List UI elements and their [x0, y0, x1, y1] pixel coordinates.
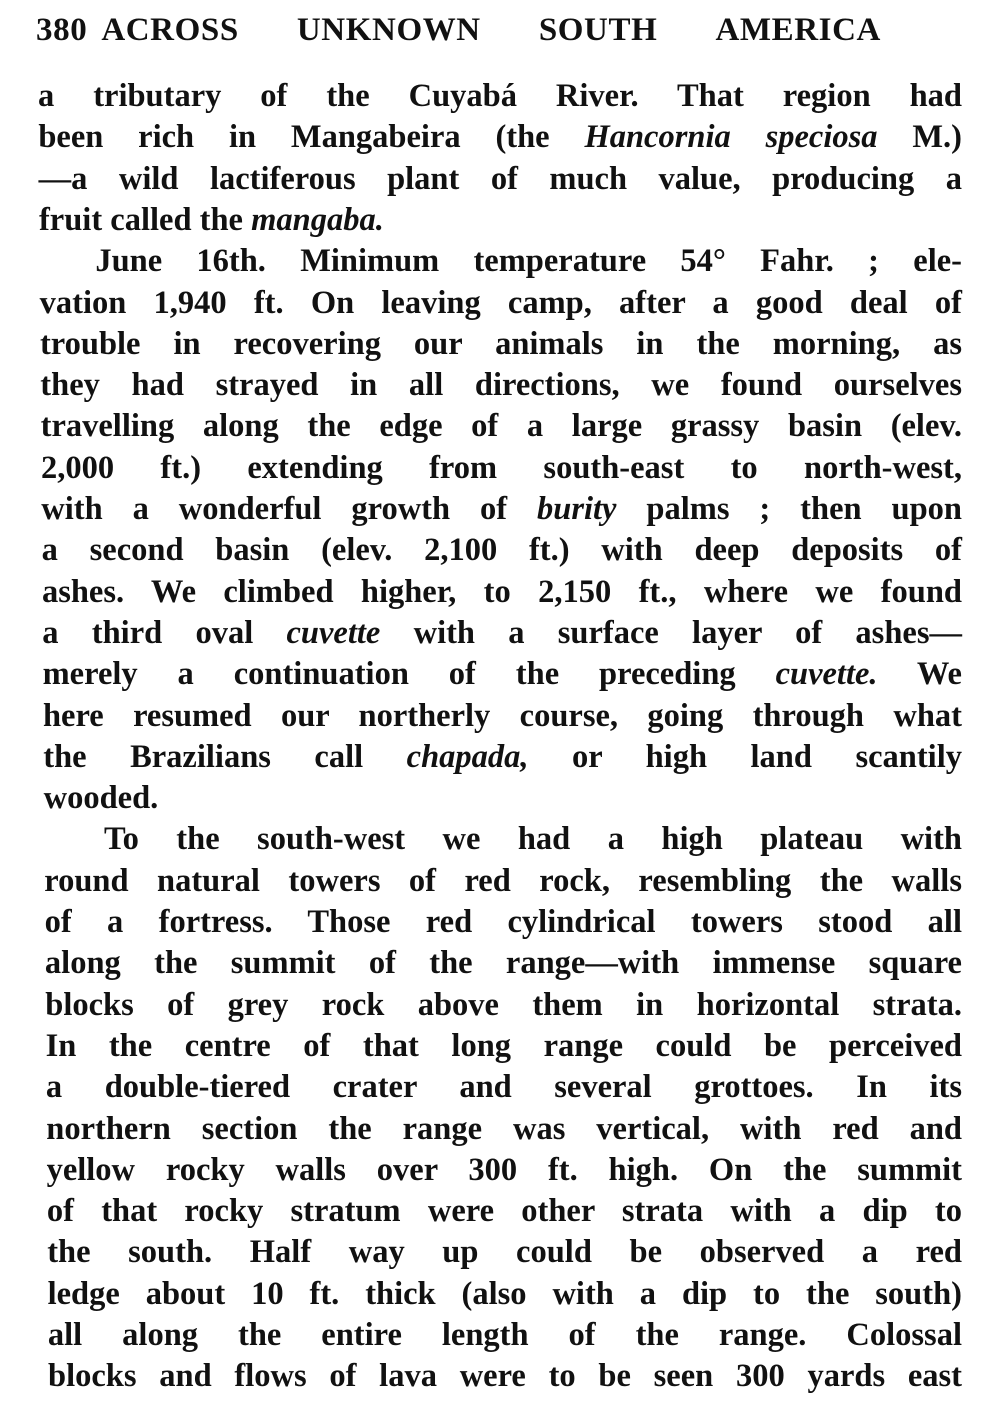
text-run: with a surface layer of ashes— [380, 614, 962, 651]
text-line [42, 572, 962, 613]
running-title-word: AMERICA [715, 12, 881, 48]
italic-term: cuvette. [775, 656, 878, 693]
text-run: the Brazilians call [43, 738, 407, 775]
italic-term: chapada, [406, 738, 529, 775]
running-title [101, 12, 881, 49]
text-run: they had strayed in all directions, we found ourselves [40, 367, 962, 404]
text-run: trouble in recovering our animals in the morning, as [39, 325, 962, 362]
text-run: ledge about 10 ft. thick (also with a dip to the south) [47, 1275, 962, 1312]
text-line [41, 489, 962, 530]
text-run: with a wonderful growth of [41, 491, 538, 527]
text-line [39, 200, 962, 241]
text-run: M.) [877, 119, 962, 156]
text-run: yellow rocky walls over 300 ft. high. On the summit [46, 1151, 962, 1188]
text-line [47, 1191, 962, 1232]
text-run: travelling along the edge of a large grassy basin (elev. [40, 408, 962, 445]
text-run: merely a continuation of the preceding [42, 656, 776, 693]
text-run: of a fortress. Those red cylindrical towers stood all [44, 904, 962, 940]
text-run: fruit called the [38, 201, 252, 238]
text-line [44, 778, 962, 819]
page-number: 380 [36, 12, 88, 48]
text-run: a third oval [42, 614, 287, 651]
text-line [47, 1150, 962, 1191]
text-run: In the centre of that long range could be perceived [45, 1027, 962, 1064]
text-line [38, 117, 962, 158]
text-line [95, 241, 962, 282]
text-line [40, 365, 962, 406]
text-run: all along the entire length of the range. Colossal [47, 1317, 962, 1353]
text-line [46, 1026, 962, 1067]
text-run: blocks of grey rock above them in horizontal strata. [45, 986, 962, 1023]
text-run: a tributary of the Cuyabá River. That region had [38, 78, 962, 114]
text-run: a double-tiered crater and several grottoes. In its [45, 1069, 962, 1106]
text-run: wooded. [43, 780, 159, 817]
text-run: June 16th. Minimum temperature 54° Fahr. ; ele- [95, 243, 962, 280]
text-line [40, 283, 962, 324]
text-line [45, 902, 962, 943]
text-line [43, 654, 962, 695]
text-run: along the summit of the range—with immense square [44, 945, 962, 982]
running-title-word: ACROSS [101, 12, 239, 48]
text-run: been rich in Mangabeira (the [38, 119, 585, 156]
text-line [45, 985, 962, 1026]
text-run: of that rocky stratum were other strata with a dip to [46, 1193, 962, 1230]
text-line [42, 530, 962, 571]
text-line [41, 448, 962, 489]
running-title-word: SOUTH [538, 12, 658, 48]
text-line [48, 1274, 962, 1315]
text-line [45, 943, 962, 984]
text-run: 2,000 ft.) extending from south-east to north-west, [40, 449, 962, 486]
text-line [48, 1356, 962, 1397]
text-line [47, 1232, 962, 1273]
text-line [46, 1067, 962, 1108]
text-run: northern section the range was vertical, with red and [46, 1110, 962, 1147]
text-line [39, 159, 962, 200]
text-run: blocks and flows of lava were to be seen 300 yards east [48, 1358, 962, 1395]
text-line [43, 737, 962, 778]
text-line [40, 324, 962, 365]
text-run: —a wild lactiferous plant of much value, producing a [38, 160, 962, 197]
text-line [38, 76, 962, 117]
text-run: or high land scantily [528, 738, 962, 775]
text-line [46, 1109, 962, 1150]
italic-term: Hancornia speciosa [584, 119, 878, 156]
text-run: round natural towers of red rock, resembling the walls [44, 862, 962, 899]
text-run: a second basin (elev. 2,100 ft.) with deep deposits of [41, 532, 962, 569]
text-run: palms ; then upon [616, 491, 962, 527]
text-run: here resumed our northerly course, going through what [42, 697, 962, 734]
italic-term: cuvette [286, 614, 381, 651]
text-run: the south. Half way up could be observed a red [47, 1234, 962, 1271]
text-line [44, 861, 962, 902]
running-title-word: UNKNOWN [296, 12, 481, 48]
text-line [104, 819, 962, 860]
text-run: ashes. We climbed higher, to 2,150 ft., where we found [41, 573, 962, 610]
running-header [36, 12, 881, 49]
italic-term: mangaba. [251, 201, 384, 238]
text-run: To the south-west we had a high plateau with [103, 821, 962, 858]
text-run: vation 1,940 ft. On leaving camp, after a good deal of [39, 284, 962, 321]
text-line [48, 1315, 962, 1356]
text-line [42, 613, 962, 654]
text-line [41, 406, 962, 447]
text-line [43, 696, 962, 737]
italic-term: burity [537, 491, 617, 527]
text-run: We [877, 656, 962, 693]
